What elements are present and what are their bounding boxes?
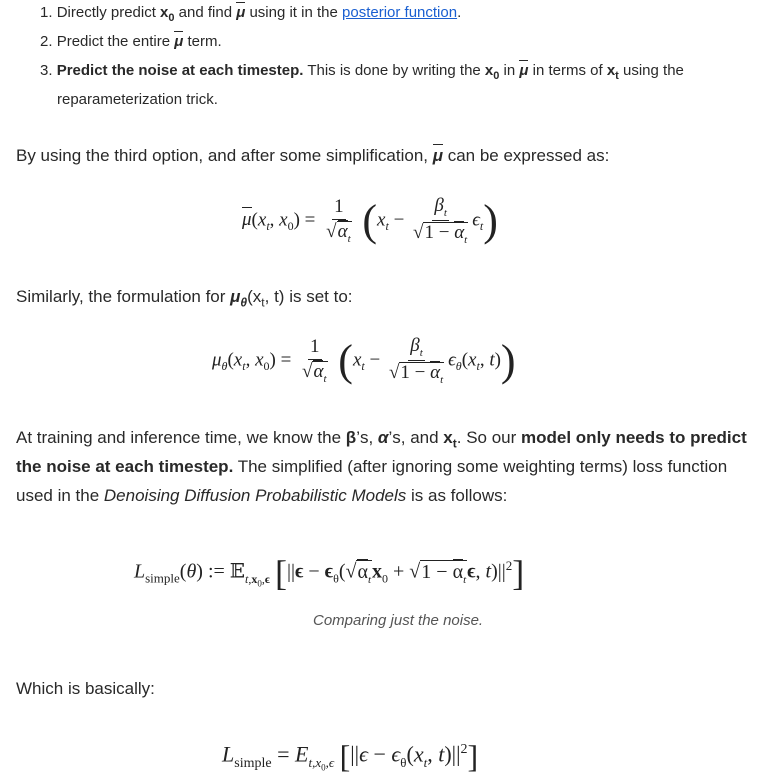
para-text: Similarly, the formulation for	[16, 287, 231, 306]
paragraph-2	[16, 287, 353, 309]
math-sub: θ	[240, 295, 248, 310]
math-var: $x_0$	[484, 62, 500, 82]
list-text: using it in the	[245, 4, 343, 21]
paragraph-1	[16, 146, 609, 166]
para-text: (x	[247, 287, 262, 306]
list-text: term.	[183, 33, 222, 50]
list-item-3	[40, 62, 684, 82]
list-number: 2.	[40, 33, 53, 50]
para-text: . So our	[456, 428, 522, 447]
list-bold-text: Predict the noise at each timestep.	[56, 62, 304, 79]
list-number: 3.	[40, 62, 53, 79]
list-text: in	[499, 62, 520, 79]
posterior-function-link[interactable]: posterior function	[342, 4, 458, 21]
list-text: Predict the entire	[56, 33, 175, 50]
math-mu-bar: μ	[174, 33, 184, 50]
math-var: $x_0$	[160, 4, 175, 24]
list-text: Directly predict	[56, 4, 161, 21]
math-sub: t	[261, 295, 265, 310]
para-text: is as follows:	[406, 486, 508, 505]
para-text: ’s, and	[388, 428, 444, 447]
math-mu-bar: μ	[236, 4, 246, 21]
para-text: ’s,	[356, 428, 378, 447]
paper-title: Denoising Diffusion Probabilistic Models	[103, 486, 407, 505]
equation-mu-bar: $\mu(x_t$, $x_0$) = $\frac{1}{√\alpha_t}$ ($x_t$ − $\frac{\beta_t}{√1 - \alpha_t}$ $\epsilon_t$)	[242, 195, 498, 246]
math-mu-bar: μ	[519, 62, 529, 79]
list-item-1	[40, 4, 461, 24]
paragraph-3-line-1	[16, 428, 747, 450]
para-bold-text: model only needs to predict	[521, 428, 747, 447]
list-text: using the	[618, 62, 684, 79]
math-mu-bar: μ	[432, 146, 443, 165]
list-text: and find	[174, 4, 237, 21]
equation-loss-simple-theta: $L_{simple}(\theta)$ := 𝔼$_{t,x_0,\epsilon}$ [$||\epsilon - \epsilon_\theta(√\alpha_tx_0 + √1 - \alpha_t\epsilon$, $t)||^2$]	[134, 553, 525, 593]
list-text: .	[457, 4, 462, 21]
math-x: x	[443, 428, 453, 447]
para-text: used in the	[16, 486, 104, 505]
math-beta: β	[345, 428, 357, 447]
para-bold-text: the noise at each timestep.	[16, 457, 234, 476]
math-mu: μ	[230, 287, 241, 306]
para-text: By using the third option, and after some simplification,	[16, 146, 433, 165]
math-sub: t	[452, 436, 457, 451]
list-number: 1.	[40, 4, 53, 21]
equation-caption: Comparing just the noise.	[313, 612, 484, 629]
list-text: in terms of	[528, 62, 607, 79]
list-item-2	[40, 33, 222, 50]
para-text: The simplified (after ignoring some weighting terms) loss function	[233, 457, 728, 476]
equation-mu-theta: $\mu_\theta(x_t$, $x_0$) = $\frac{1}{√\alpha_t}$ ($x_t$ − $\frac{\beta_t}{√1 - \alpha_t}$ $\epsilon_\theta(x_t$, t))	[212, 335, 516, 386]
equation-loss-simple: $L_{simple} = E_{t,x_0,\epsilon}$ [$||\epsilon - \epsilon_\theta(x_t$, $t)||^2$]	[222, 738, 479, 774]
list-text: This is done by writing the	[303, 62, 485, 79]
para-text: , t) is set to:	[264, 287, 353, 306]
math-var: $x_t$	[606, 62, 619, 82]
list-text: reparameterization trick.	[57, 91, 218, 108]
para-text: At training and inference time, we know the	[16, 428, 346, 447]
paragraph-3-line-2	[16, 457, 727, 477]
paragraph-3-line-3	[16, 486, 507, 506]
list-item-3-continuation	[57, 91, 218, 108]
paragraph-4: Which is basically:	[16, 679, 155, 698]
math-alpha: α	[377, 428, 389, 447]
para-text: can be expressed as:	[442, 146, 610, 165]
